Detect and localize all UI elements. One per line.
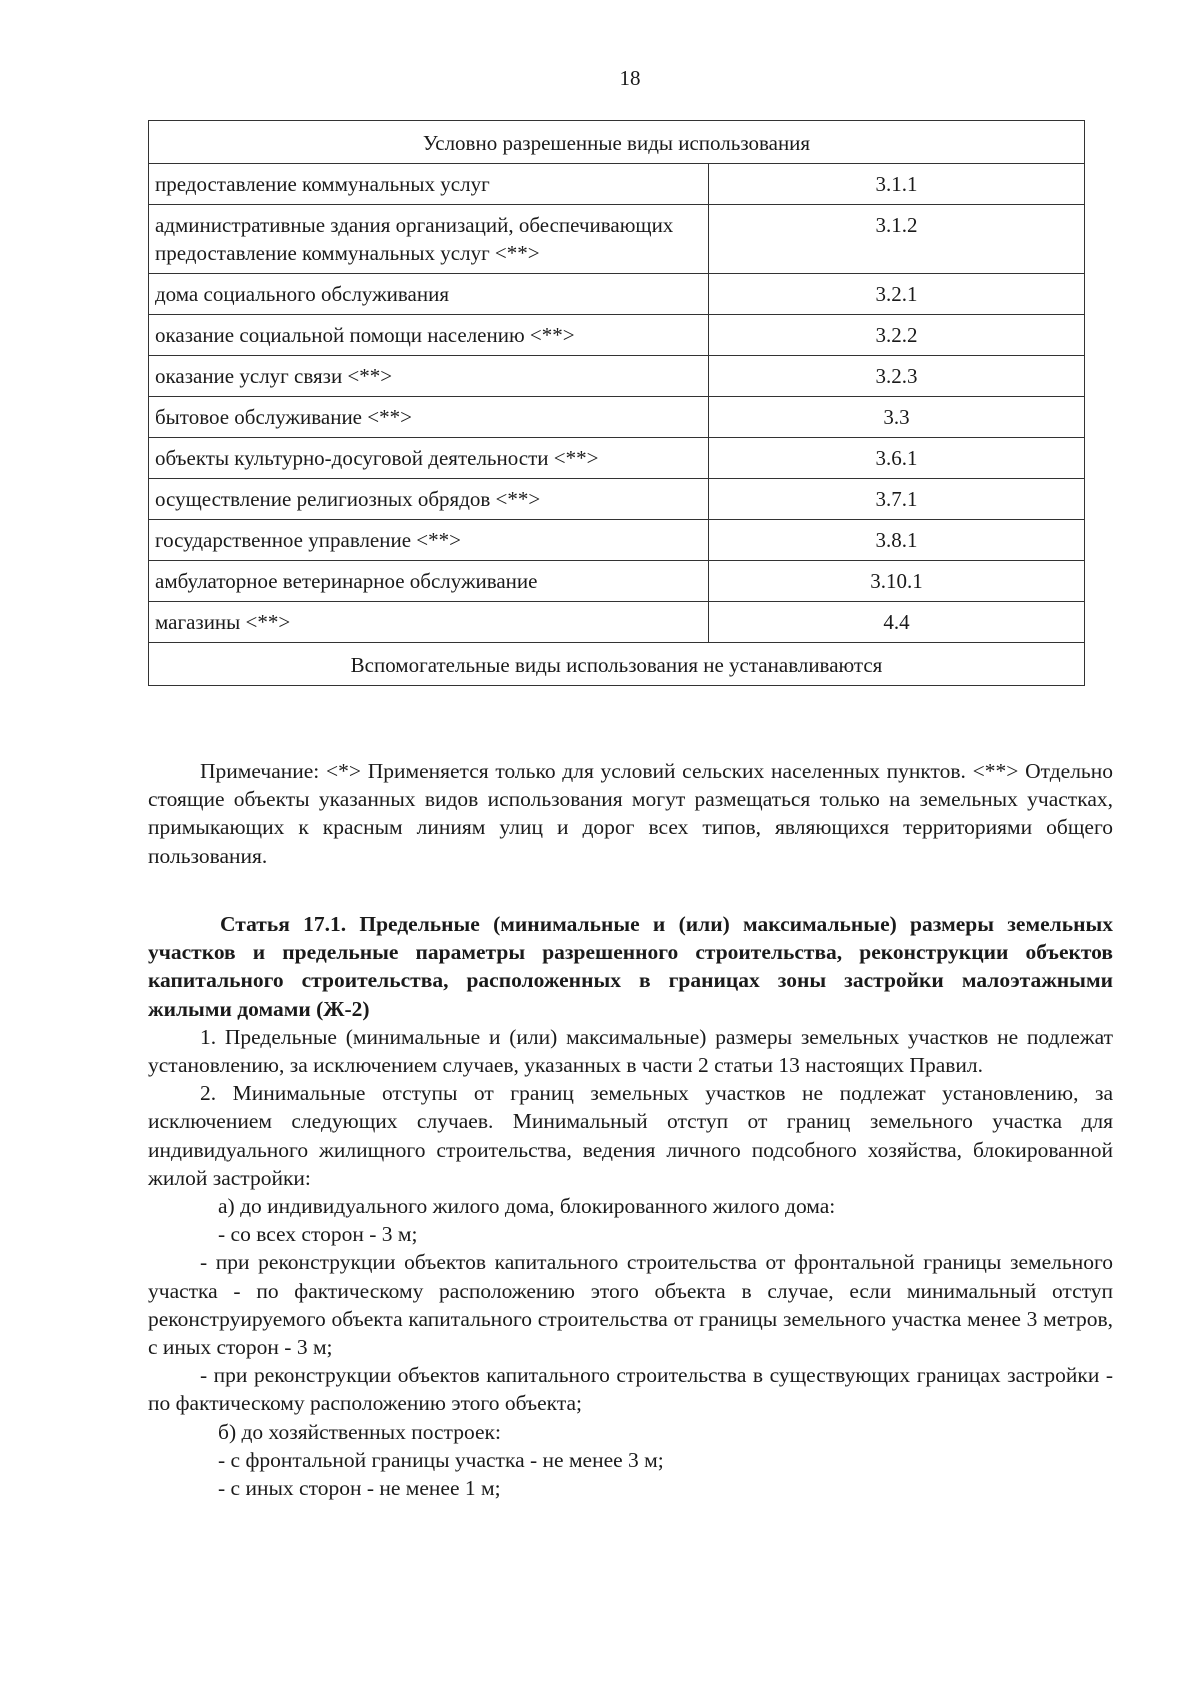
- note-block: [148, 757, 1113, 870]
- use-name: государственное управление <**>: [149, 520, 709, 561]
- article-paragraph-1: 1. Предельные (минимальные и (или) максимальные) размеры земельных участков не подлежат установлению, за исключением случаев, указанных в части 2 статьи 13 настоящих Правил.: [148, 1024, 1113, 1078]
- table-row: [149, 438, 1085, 479]
- list-item-a2: - при реконструкции объектов капитального строительства от фронтальной границы земельного участка - по фактическому расположению этого объекта в случае, если минимальный отступ реконструируемого объекта капитального строительства от границы земельного участка менее 3 метров, с иных сторон - 3 м;: [148, 1250, 1113, 1360]
- use-code: 3.2.3: [709, 356, 1085, 397]
- use-name: предоставление коммунальных услуг: [149, 164, 709, 205]
- use-code: 3.1.2: [709, 205, 1085, 274]
- table-header: Условно разрешенные виды использования: [149, 121, 1085, 164]
- table-row: [149, 520, 1085, 561]
- table-row: [149, 356, 1085, 397]
- table-row: [149, 164, 1085, 205]
- use-name: амбулаторное ветеринарное обслуживание: [149, 561, 709, 602]
- table-row: [149, 561, 1085, 602]
- use-name: административные здания организаций, обеспечивающих предоставление коммунальных услуг <**>: [149, 205, 709, 274]
- use-code: 3.2.2: [709, 315, 1085, 356]
- list-item-b: б) до хозяйственных построек:: [218, 1419, 501, 1444]
- use-code: 3.2.1: [709, 274, 1085, 315]
- table-row: [149, 397, 1085, 438]
- use-name: дома социального обслуживания: [149, 274, 709, 315]
- list-item-a: а) до индивидуального жилого дома, блокированного жилого дома:: [218, 1194, 836, 1219]
- article-paragraph-2: 2. Минимальные отступы от границ земельных участков не подлежат установлению, за исключением следующих случаев. Минимальный отступ от границ земельного участка для индивидуального жилищного строительства, ведения личного подсобного хозяйства, блокированной жилой застройки:: [148, 1081, 1113, 1190]
- table-row: [149, 602, 1085, 643]
- table-row: [149, 274, 1085, 315]
- use-code: 4.4: [709, 602, 1085, 643]
- page-number: 18: [619, 66, 641, 90]
- use-code: 3.1.1: [709, 164, 1085, 205]
- article-block: [148, 910, 1113, 1502]
- list-item-b1: - с фронтальной границы участка - не менее 3 м;: [218, 1447, 664, 1472]
- use-name: объекты культурно-досуговой деятельности <**>: [149, 438, 709, 479]
- table-row: [149, 205, 1085, 274]
- table-footer: Вспомогательные виды использования не устанавливаются: [149, 643, 1085, 686]
- list-item-a1: - со всех сторон - 3 м;: [218, 1222, 418, 1247]
- list-item-b2: - с иных сторон - не менее 1 м;: [218, 1476, 501, 1501]
- article-heading: Статья 17.1. Предельные (минимальные и (или) максимальные) размеры земельных участков и предельные параметры разрешенного строительства, реконструкции объектов капитального строительства, расположенных в границах зоны застройки малоэтажными жилыми домами (Ж-2): [148, 912, 1113, 1021]
- use-name: бытовое обслуживание <**>: [149, 397, 709, 438]
- use-code: 3.7.1: [709, 479, 1085, 520]
- use-code: 3.8.1: [709, 520, 1085, 561]
- use-name: оказание социальной помощи населению <**>: [149, 315, 709, 356]
- use-name: магазины <**>: [149, 602, 709, 643]
- table-row: [149, 479, 1085, 520]
- table-header-row: [149, 121, 1085, 164]
- use-name: оказание услуг связи <**>: [149, 356, 709, 397]
- land-use-table: [148, 120, 1085, 686]
- note-paragraph: Примечание: <*> Применяется только для условий сельских населенных пунктов. <**> Отдельно стоящие объекты указанных видов использования могут размещаться только на земельных участках, примыкающих к красным линиям улиц и дорог всех типов, являющихся территориями общего пользования.: [148, 759, 1113, 868]
- use-code: 3.6.1: [709, 438, 1085, 479]
- table-footer-row: [149, 643, 1085, 686]
- use-code: 3.3: [709, 397, 1085, 438]
- table-row: [149, 315, 1085, 356]
- list-item-a3: - при реконструкции объектов капитального строительства в существующих границах застройки - по фактическому расположению этого объекта;: [148, 1363, 1113, 1416]
- use-name: осуществление религиозных обрядов <**>: [149, 479, 709, 520]
- use-code: 3.10.1: [709, 561, 1085, 602]
